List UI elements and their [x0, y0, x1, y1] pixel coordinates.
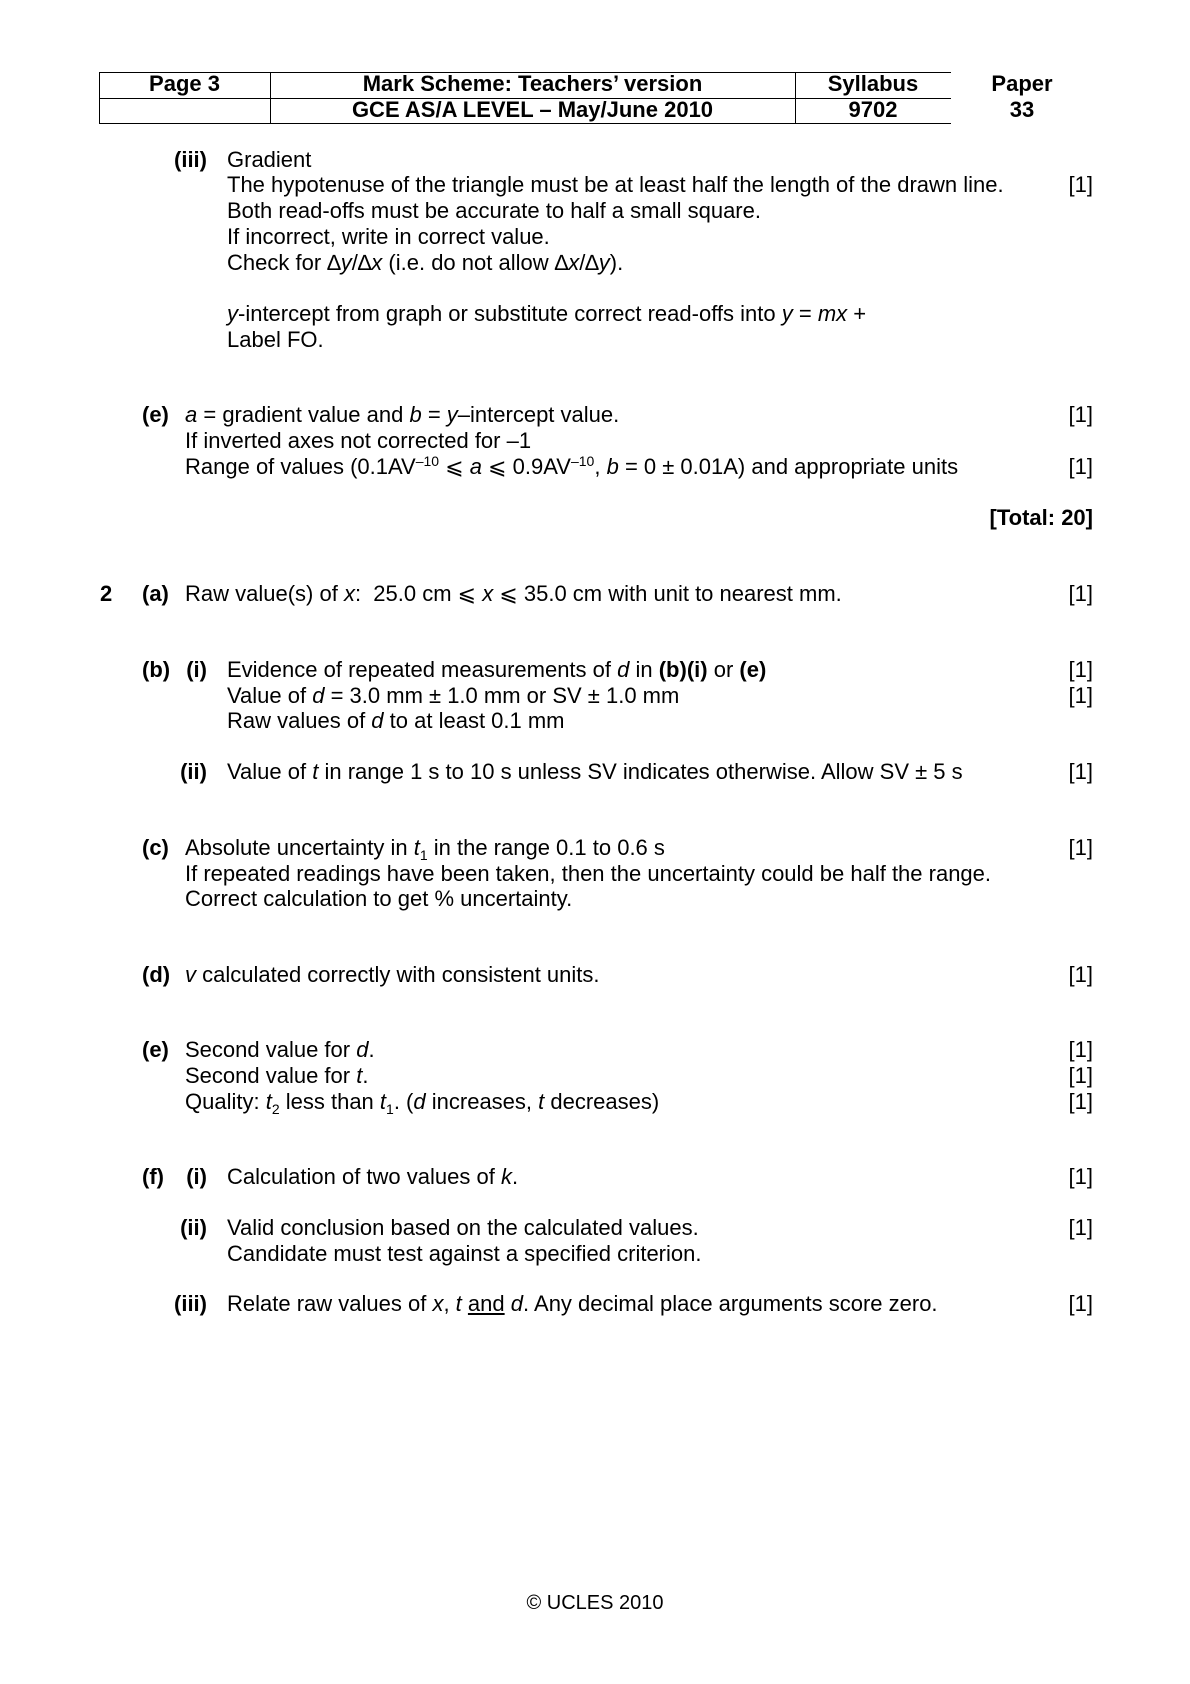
- answer-text: [227, 683, 679, 709]
- mark-allocation: [1]: [1068, 1164, 1093, 1189]
- text-run: Raw value(s) of: [185, 581, 344, 606]
- variable: t: [455, 1291, 462, 1316]
- variable: y: [446, 402, 458, 427]
- header-exam: GCE AS/A LEVEL – May/June 2010: [351, 97, 714, 122]
- answer-text: [227, 1291, 938, 1317]
- mark-scheme-line: [0, 835, 1190, 861]
- copyright-footer: © UCLES 2010: [526, 1592, 664, 1614]
- header-syllabus-code: 9702: [848, 97, 898, 122]
- part-label: (e): [142, 1037, 169, 1062]
- underlined-word: and: [467, 1291, 505, 1316]
- variable: t: [379, 1089, 387, 1114]
- variable: t: [538, 1089, 545, 1114]
- mark-allocation: [1]: [1068, 1037, 1093, 1062]
- variable: d: [312, 683, 325, 708]
- variable: y: [598, 250, 610, 275]
- text-run: Valid conclusion based on the calculated values.: [227, 1215, 699, 1240]
- variable: t: [413, 835, 420, 860]
- text-run: in range 1 s to 10 s unless SV indicates otherwise. Allow SV ± 5 s: [318, 759, 963, 784]
- variable: t: [312, 759, 319, 784]
- mark-scheme-line: [0, 759, 1190, 785]
- mark-scheme-line: [0, 454, 1190, 480]
- text-run: = gradient value and: [197, 402, 410, 427]
- answer-text: [227, 250, 623, 276]
- answer-text: [185, 962, 600, 988]
- variable: b: [409, 402, 422, 427]
- text-run: Second value for: [185, 1063, 357, 1088]
- answer-text: [227, 1241, 701, 1267]
- text-run: Check for ∆: [227, 250, 341, 275]
- text-run: =: [792, 301, 818, 326]
- answer-text: [227, 147, 311, 173]
- question-number: 2: [100, 581, 113, 606]
- answer-text: [227, 657, 766, 683]
- text-run: ⩽: [439, 454, 470, 479]
- mark-scheme-line: [0, 708, 1190, 734]
- variable: a: [185, 402, 198, 427]
- text-run: less than: [279, 1089, 380, 1114]
- text-run: decreases): [544, 1089, 660, 1114]
- text-run: in: [629, 657, 659, 682]
- mark-allocation: [1]: [1068, 1215, 1093, 1240]
- answer-text: [185, 1063, 368, 1089]
- bold-reference: (e): [739, 657, 767, 682]
- text-run: ).: [609, 250, 624, 275]
- mark-scheme-line: [0, 962, 1190, 988]
- answer-text: [227, 1164, 518, 1190]
- text-run: ⩽ 0.9AV: [482, 454, 571, 479]
- mark-allocation: [1]: [1068, 1089, 1093, 1114]
- variable: a: [469, 454, 483, 479]
- mark-scheme-line: [0, 428, 1190, 454]
- subscript: 1: [386, 1101, 394, 1117]
- text-run: ,: [594, 454, 607, 479]
- variable: x: [432, 1291, 444, 1316]
- text-run: to at least 0.1 mm: [383, 708, 565, 733]
- mark-scheme-line: [0, 1241, 1190, 1267]
- header-title: Mark Scheme: Teachers’ version: [362, 71, 703, 96]
- mark-allocation: [1]: [1068, 657, 1093, 682]
- mark-scheme-line: [0, 224, 1190, 250]
- variable: d: [617, 657, 630, 682]
- mark-scheme-line: [0, 198, 1190, 224]
- text-run: (i.e. do not allow ∆: [382, 250, 569, 275]
- text-run: .: [368, 1037, 375, 1062]
- mark-allocation: [1]: [1068, 1063, 1093, 1088]
- superscript: –10: [570, 453, 595, 469]
- text-run: Range of values (0.1AV: [185, 454, 416, 479]
- header-paper-number: 33: [1009, 97, 1035, 122]
- part-label: (c): [142, 835, 169, 860]
- variable: x: [482, 581, 494, 606]
- variable: k: [500, 1164, 512, 1189]
- text-run: . (: [393, 1089, 414, 1114]
- answer-text: [227, 172, 1004, 198]
- variable: x: [568, 250, 580, 275]
- subpart-label: (i): [186, 657, 207, 682]
- text-run: : 25.0 cm ⩽: [354, 581, 483, 606]
- answer-text: [227, 301, 866, 327]
- text-run: Second value for: [185, 1037, 357, 1062]
- subpart-label: (iii): [174, 1291, 207, 1316]
- variable: v: [185, 962, 196, 987]
- text-run: .: [362, 1063, 369, 1088]
- answer-text: [185, 1089, 659, 1117]
- part-label: (b): [142, 657, 171, 682]
- variable: y: [340, 250, 352, 275]
- answer-text: [227, 327, 324, 353]
- text-run: Relate raw values of: [227, 1291, 433, 1316]
- answer-text: [185, 886, 572, 912]
- text-run: in the range 0.1 to 0.6 s: [427, 835, 665, 860]
- variable: t: [356, 1063, 363, 1088]
- variable: d: [371, 708, 384, 733]
- mark-scheme-line: [0, 1164, 1190, 1190]
- text-run: Evidence of repeated measurements of: [227, 657, 618, 682]
- mark-scheme-line: [0, 861, 1190, 887]
- text-run: ,: [443, 1291, 456, 1316]
- mark-scheme-line: [0, 1063, 1190, 1089]
- mark-scheme-line: [0, 1291, 1190, 1317]
- variable: x: [371, 250, 383, 275]
- mark-scheme-line: [0, 657, 1190, 683]
- text-run: calculated correctly with consistent units.: [196, 962, 600, 987]
- text-run: Raw values of: [227, 708, 372, 733]
- mark-allocation: [1]: [1068, 172, 1093, 197]
- text-run: = 0 ± 0.01A) and appropriate units: [618, 454, 959, 479]
- mark-scheme-line: [0, 147, 1190, 173]
- answer-text: [185, 428, 531, 454]
- table-rule: [99, 123, 951, 124]
- superscript: –10: [415, 453, 440, 469]
- text-run: Quality:: [185, 1089, 266, 1114]
- text-run: =: [421, 402, 447, 427]
- answer-text: [227, 1215, 699, 1241]
- text-run: Absolute uncertainty in: [185, 835, 414, 860]
- text-run: The hypotenuse of the triangle must be at least half the length of the drawn line.: [227, 172, 1004, 197]
- answer-text: [185, 1037, 375, 1063]
- mark-scheme-line: [0, 172, 1190, 198]
- mark-scheme-line: [0, 301, 1190, 327]
- part-label: (a): [142, 581, 169, 606]
- text-run: Both read-offs must be accurate to half a small square.: [227, 198, 761, 223]
- variable: b: [606, 454, 619, 479]
- mark-scheme-line: [0, 505, 1190, 531]
- mark-scheme-line: [0, 250, 1190, 276]
- mark-allocation: [1]: [1068, 581, 1093, 606]
- answer-text: [227, 198, 761, 224]
- answer-text: [185, 581, 842, 607]
- subpart-label: (ii): [180, 1215, 207, 1240]
- part-label: (d): [142, 962, 171, 987]
- variable: d: [510, 1291, 524, 1316]
- text-run: +: [847, 301, 867, 326]
- text-run: Calculation of two values of: [227, 1164, 501, 1189]
- text-run: If inverted axes not corrected for –1: [185, 428, 532, 453]
- text-run: Value of: [227, 759, 313, 784]
- mark-scheme-line: [0, 683, 1190, 709]
- variable: d: [356, 1037, 369, 1062]
- text-run: = 3.0 mm ± 1.0 mm or SV ± 1.0 mm: [324, 683, 680, 708]
- text-run: ⩽ 35.0 cm with unit to nearest mm.: [493, 581, 842, 606]
- text-run: .: [511, 1164, 519, 1189]
- text-run: Label FO.: [227, 327, 324, 352]
- text-run: or: [707, 657, 740, 682]
- answer-text: [185, 861, 991, 887]
- answer-text: [227, 759, 963, 785]
- mark-scheme-line: [0, 1089, 1190, 1115]
- mark-allocation: [1]: [1068, 962, 1093, 987]
- text-run: increases,: [425, 1089, 539, 1114]
- mark-scheme-line: [0, 886, 1190, 912]
- answer-text: [185, 835, 665, 863]
- variable: x: [343, 581, 355, 606]
- text-run: . Any decimal place arguments score zero.: [523, 1291, 938, 1316]
- text-run: Candidate must test against a specified criterion.: [227, 1241, 702, 1266]
- variable: d: [413, 1089, 426, 1114]
- mark-allocation: [1]: [1068, 454, 1093, 479]
- mark-allocation: [1]: [1068, 759, 1093, 784]
- text-run: Gradient: [227, 147, 312, 172]
- header-paper-label: Paper: [991, 71, 1053, 96]
- header-page-label: Page 3: [149, 71, 220, 96]
- subpart-label: (iii): [174, 147, 207, 172]
- subpart-label: (i): [186, 1164, 207, 1189]
- variable: y: [227, 301, 238, 326]
- part-label: (f): [142, 1164, 164, 1189]
- text-run: -intercept from graph or substitute correct read-offs into: [238, 301, 782, 326]
- text-run: Correct calculation to get % uncertainty.: [185, 886, 573, 911]
- subscript: 1: [419, 847, 428, 863]
- text-run: If repeated readings have been taken, then the uncertainty could be half the range.: [185, 861, 992, 886]
- answer-text: [185, 402, 619, 428]
- mark-scheme-line: [0, 327, 1190, 353]
- variable: mx: [817, 301, 848, 326]
- mark-scheme-line: [0, 1037, 1190, 1063]
- mark-allocation: [1]: [1068, 1291, 1093, 1316]
- mark-scheme-line: [0, 402, 1190, 428]
- answer-text: [185, 454, 958, 482]
- subscript: 2: [271, 1101, 280, 1117]
- mark-allocation: [1]: [1068, 402, 1093, 427]
- text-run: /∆: [579, 250, 599, 275]
- total-marks: [Total: 20]: [989, 505, 1093, 530]
- subpart-label: (ii): [180, 759, 207, 784]
- text-run: –intercept value.: [457, 402, 620, 427]
- answer-text: [227, 708, 565, 734]
- variable: t: [265, 1089, 272, 1114]
- header-syllabus-label: Syllabus: [827, 71, 919, 96]
- variable: y: [781, 301, 793, 326]
- text-run: Value of: [227, 683, 313, 708]
- text-run: /∆: [351, 250, 372, 275]
- answer-text: [227, 224, 550, 250]
- bold-reference: (b)(i): [658, 657, 708, 682]
- mark-allocation: [1]: [1068, 835, 1093, 860]
- part-label: (e): [142, 402, 169, 427]
- mark-allocation: [1]: [1068, 683, 1093, 708]
- text-run: If incorrect, write in correct value.: [227, 224, 550, 249]
- mark-scheme-line: [0, 581, 1190, 607]
- mark-scheme-line: [0, 1215, 1190, 1241]
